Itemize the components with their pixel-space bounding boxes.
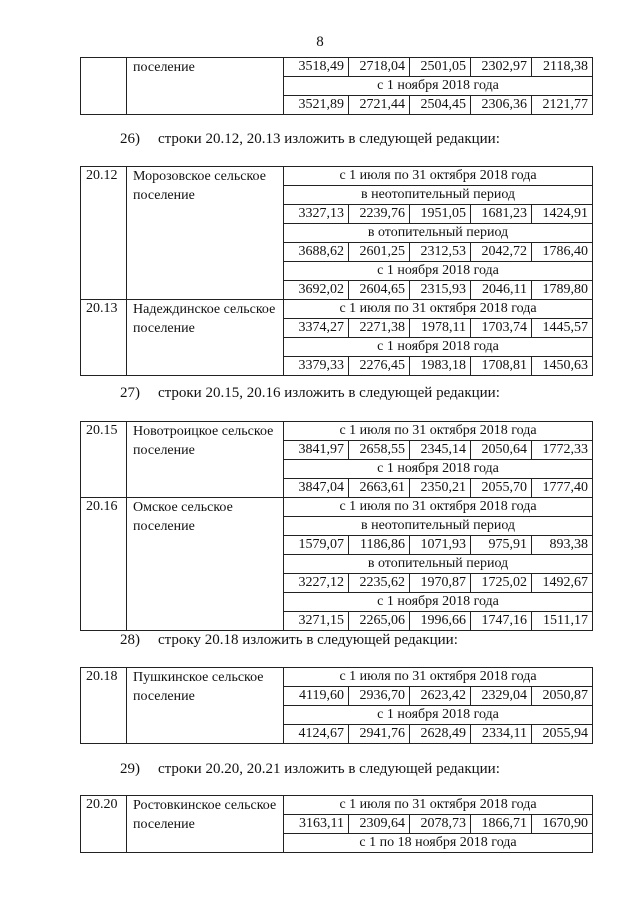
settlement-name: Морозовское сельское поселение xyxy=(127,167,284,300)
tariff-value: 2302,97 xyxy=(471,58,532,77)
tariff-value: 2121,77 xyxy=(532,96,593,115)
table-row xyxy=(81,498,593,517)
tariff-value: 1951,05 xyxy=(410,205,471,224)
tariff-value: 2941,76 xyxy=(349,725,410,744)
tariff-value: 2315,93 xyxy=(410,281,471,300)
tariff-value: 2504,45 xyxy=(410,96,471,115)
table-row xyxy=(81,668,593,687)
amendment-paragraph xyxy=(120,632,458,649)
table-row xyxy=(81,58,593,77)
row-code: 20.12 xyxy=(81,167,127,300)
row-code: 20.15 xyxy=(81,422,127,498)
paragraph-text: строку 20.18 изложить в следующей редакции: xyxy=(158,632,458,648)
paragraph-text: строки 20.20, 20.21 изложить в следующей редакции: xyxy=(158,761,500,777)
tariff-value: 2276,45 xyxy=(349,357,410,376)
period-label: с 1 ноября 2018 года xyxy=(284,262,593,281)
tariff-value: 2663,61 xyxy=(349,479,410,498)
tariff-value: 3374,27 xyxy=(284,319,349,338)
tariff-value: 975,91 xyxy=(471,536,532,555)
tariff-value: 3692,02 xyxy=(284,281,349,300)
tariff-value: 4124,67 xyxy=(284,725,349,744)
tariff-value: 1786,40 xyxy=(532,243,593,262)
tariff-value: 3271,15 xyxy=(284,612,349,631)
paragraph-number: 26) xyxy=(120,131,140,147)
tariff-value: 2239,76 xyxy=(349,205,410,224)
period-label: с 1 ноября 2018 года xyxy=(284,338,593,357)
tariff-value: 1579,07 xyxy=(284,536,349,555)
period-label: с 1 июля по 31 октября 2018 года xyxy=(284,796,593,815)
period-label: с 1 июля по 31 октября 2018 года xyxy=(284,422,593,441)
tariff-value: 3521,89 xyxy=(284,96,349,115)
page-number: 8 xyxy=(316,34,324,50)
rates-table xyxy=(80,166,593,376)
tariff-value: 1703,74 xyxy=(471,319,532,338)
tariff-value: 2604,65 xyxy=(349,281,410,300)
settlement-name: Новотроицкое сельское поселение xyxy=(127,422,284,498)
tariff-value: 3227,12 xyxy=(284,574,349,593)
tariff-value: 1772,33 xyxy=(532,441,593,460)
tariff-value: 2078,73 xyxy=(410,815,471,834)
tariff-value: 2601,25 xyxy=(349,243,410,262)
tariff-value: 1424,91 xyxy=(532,205,593,224)
table-row xyxy=(81,796,593,815)
settlement-name: Омское сельское поселение xyxy=(127,498,284,631)
paragraph-number: 27) xyxy=(120,385,140,401)
amendment-paragraph xyxy=(120,761,500,778)
tariff-value: 1450,63 xyxy=(532,357,593,376)
tariff-value: 3518,49 xyxy=(284,58,349,77)
tariff-value: 1970,87 xyxy=(410,574,471,593)
tariff-value: 2050,87 xyxy=(532,687,593,706)
tariff-value: 2042,72 xyxy=(471,243,532,262)
tariff-value: 2050,64 xyxy=(471,441,532,460)
period-label: в отопительный период xyxy=(284,555,593,574)
settlement-name: Надеждинское сельское поселение xyxy=(127,300,284,376)
rates-table xyxy=(80,795,593,853)
paragraph-text: строки 20.12, 20.13 изложить в следующей редакции: xyxy=(158,131,500,147)
tariff-value: 2055,70 xyxy=(471,479,532,498)
tariff-value: 2329,04 xyxy=(471,687,532,706)
tariff-value: 2118,38 xyxy=(532,58,593,77)
rates-table xyxy=(80,421,593,631)
tariff-value: 2046,11 xyxy=(471,281,532,300)
tariff-value: 1511,17 xyxy=(532,612,593,631)
paragraph-text: строки 20.15, 20.16 изложить в следующей редакции: xyxy=(158,385,500,401)
amendment-paragraph xyxy=(120,385,500,402)
tariff-value: 1681,23 xyxy=(471,205,532,224)
tariff-value: 3688,62 xyxy=(284,243,349,262)
tariff-value: 893,38 xyxy=(532,536,593,555)
tariff-value: 2501,05 xyxy=(410,58,471,77)
period-label: с 1 июля по 31 октября 2018 года xyxy=(284,167,593,186)
period-label: с 1 по 18 ноября 2018 года xyxy=(284,834,593,853)
paragraph-number: 28) xyxy=(120,632,140,648)
period-label: в неотопительный период xyxy=(284,517,593,536)
paragraph-number: 29) xyxy=(120,761,140,777)
tariff-value: 2623,42 xyxy=(410,687,471,706)
period-label: с 1 ноября 2018 года xyxy=(284,77,593,96)
row-code: 20.13 xyxy=(81,300,127,376)
settlement-name: Ростовкинское сельское поселение xyxy=(127,796,284,853)
tariff-value: 1747,16 xyxy=(471,612,532,631)
tariff-value: 2312,53 xyxy=(410,243,471,262)
table-row xyxy=(81,167,593,186)
period-label: с 1 ноября 2018 года xyxy=(284,593,593,612)
tariff-value: 1186,86 xyxy=(349,536,410,555)
period-label: с 1 ноября 2018 года xyxy=(284,706,593,725)
period-label: в отопительный период xyxy=(284,224,593,243)
tariff-value: 1445,57 xyxy=(532,319,593,338)
period-label: с 1 ноября 2018 года xyxy=(284,460,593,479)
period-label: с 1 июля по 31 октября 2018 года xyxy=(284,300,593,319)
settlement-name: Пушкинское сельское поселение xyxy=(127,668,284,744)
tariff-value: 4119,60 xyxy=(284,687,349,706)
table-row xyxy=(81,300,593,319)
tariff-value: 1789,80 xyxy=(532,281,593,300)
tariff-value: 2235,62 xyxy=(349,574,410,593)
tariff-value: 2271,38 xyxy=(349,319,410,338)
tariff-value: 3327,13 xyxy=(284,205,349,224)
table-row xyxy=(81,422,593,441)
tariff-value: 1777,40 xyxy=(532,479,593,498)
tariff-value: 2721,44 xyxy=(349,96,410,115)
tariff-value: 1708,81 xyxy=(471,357,532,376)
tariff-value: 3379,33 xyxy=(284,357,349,376)
tariff-value: 2718,04 xyxy=(349,58,410,77)
row-code: 20.18 xyxy=(81,668,127,744)
tariff-value: 1670,90 xyxy=(532,815,593,834)
tariff-value: 2628,49 xyxy=(410,725,471,744)
period-label: с 1 июля по 31 октября 2018 года xyxy=(284,668,593,687)
period-label: в неотопительный период xyxy=(284,186,593,205)
tariff-value: 1996,66 xyxy=(410,612,471,631)
tariff-value: 2055,94 xyxy=(532,725,593,744)
tariff-value: 1983,18 xyxy=(410,357,471,376)
period-label: с 1 июля по 31 октября 2018 года xyxy=(284,498,593,517)
tariff-value: 3163,11 xyxy=(284,815,349,834)
row-code: 20.20 xyxy=(81,796,127,853)
tariff-value: 2350,21 xyxy=(410,479,471,498)
tariff-value: 1978,11 xyxy=(410,319,471,338)
row-code: 20.16 xyxy=(81,498,127,631)
settlement-name: поселение xyxy=(127,58,284,115)
tariff-value: 3847,04 xyxy=(284,479,349,498)
tariff-value: 1866,71 xyxy=(471,815,532,834)
tariff-value: 2309,64 xyxy=(349,815,410,834)
tariff-value: 1725,02 xyxy=(471,574,532,593)
tariff-value: 2936,70 xyxy=(349,687,410,706)
tariff-value: 2265,06 xyxy=(349,612,410,631)
rates-table xyxy=(80,57,593,115)
amendment-paragraph xyxy=(120,131,500,148)
tariff-value: 2345,14 xyxy=(410,441,471,460)
row-code xyxy=(81,58,127,115)
tariff-value: 2334,11 xyxy=(471,725,532,744)
rates-table xyxy=(80,667,593,744)
tariff-value: 1071,93 xyxy=(410,536,471,555)
tariff-value: 3841,97 xyxy=(284,441,349,460)
tariff-value: 2306,36 xyxy=(471,96,532,115)
tariff-value: 2658,55 xyxy=(349,441,410,460)
tariff-value: 1492,67 xyxy=(532,574,593,593)
